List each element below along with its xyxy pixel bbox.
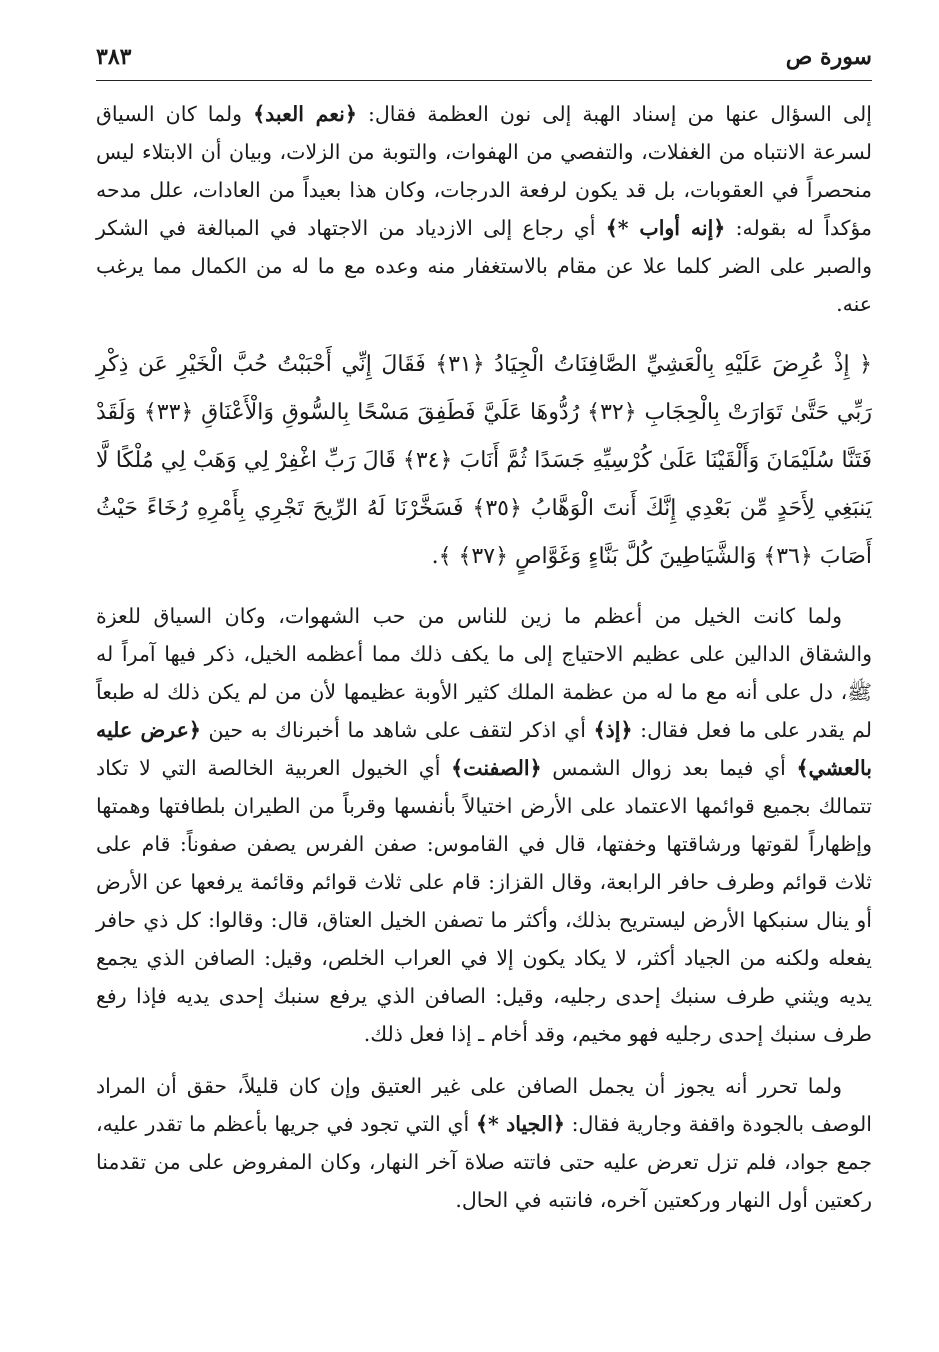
quran-verses-block: ﴿ إِذْ عُرِضَ عَلَيْهِ بِالْعَشِيِّ الصَّافِنَاتُ الْجِيَادُ ﴿٣١﴾ فَقَالَ إِنِّي أَحْبَبْتُ حُبَّ الْخَيْرِ عَن ذِكْرِ رَبِّي حَتَّىٰ تَوَارَتْ بِالْحِجَابِ ﴿٣٢﴾ رُدُّوهَا عَلَيَّ فَطَفِقَ مَسْحًا بِالسُّوقِ وَالْأَعْنَاقِ ﴿٣٣﴾ وَلَقَدْ فَتَنَّا سُلَيْمَانَ وَأَلْقَيْنَا عَلَىٰ كُرْسِيِّهِ جَسَدًا ثُمَّ أَنَابَ ﴿٣٤﴾ قَالَ رَبِّ اغْفِرْ لِي وَهَبْ لِي مُلْكًا لَّا يَنبَغِي لِأَحَدٍ مِّن بَعْدِي إِنَّكَ أَنتَ الْوَهَّابُ ﴿٣٥﴾ فَسَخَّرْنَا لَهُ الرِّيحَ تَجْرِي بِأَمْرِهِ رُخَاءً حَيْثُ أَصَابَ ﴿٣٦﴾ وَالشَّيَاطِينَ كُلَّ بَنَّاءٍ وَغَوَّاصٍ ﴿٣٧﴾ ﴾.: [96, 352, 873, 569]
quoted-term: ﴿الجياد *﴾: [475, 1112, 565, 1136]
text-segment: أي التي تجود في جريها بأعظم ما تقدر عليه، جمع جواد، فلم تزل تعرض عليه حتى فاتته صلاة آخر النهار، وكان المفروض على من تقدمنا ركعتين أول النهار وركعتين آخره، فانتبه في الحال.: [96, 1112, 872, 1212]
quoted-term: ﴿إذ﴾: [593, 718, 633, 742]
quoted-term: ﴿نعم العبد﴾: [253, 102, 357, 126]
quoted-term: ﴿الصفنت﴾: [451, 756, 542, 780]
text-segment: أي رجاع إلى الازدياد من الاجتهاد في المبالغة في الشكر والصبر على الضر كلما علا عن مقام بالاستغفار منه وعده مع ما له من الكمال مما يرغب عنه.: [96, 216, 872, 316]
text-segment: ولما كان السياق لسرعة الانتباه من الغفلات، والتفصي من الهفوات، والتوبة من الزلات، وبيان أن الابتلاء ليس منحصراً في العقوبات، بل قد يكون لرفعة الدرجات، وكان هذا بعيداً من العادات، علل مدحه مؤكداً له بقوله:: [96, 102, 872, 240]
commentary-paragraph-1: [96, 95, 872, 323]
quoted-term: ﴿إنه أواب *﴾: [605, 216, 726, 240]
text-segment: ولما تحرر أنه يجوز أن يجمل الصافن على غير العتيق وإن كان قليلاً، حقق أن المراد الوصف بالجودة واقفة وجارية فقال:: [96, 1074, 872, 1136]
text-segment: أي فيما بعد زوال الشمس: [541, 756, 797, 780]
text-segment: إلى السؤال عنها من إسناد الهبة إلى نون العظمة فقال:: [356, 102, 872, 126]
surah-title: سورة ص: [785, 44, 872, 70]
quoted-term: ﴿عرض عليه بالعشي﴾: [96, 718, 873, 780]
book-page: [96, 40, 872, 1330]
text-segment: أي اذكر لتقف على شاهد ما أخبرناك به حين: [200, 718, 594, 742]
commentary-paragraph-2: [96, 597, 872, 1053]
commentary-paragraph-3: [96, 1067, 872, 1219]
text-segment: ولما كانت الخيل من أعظم ما زين للناس من حب الشهوات، وكان السياق للعزة والشقاق الدالين على عظيم الاحتياج إلى ما يكف ذلك مما أعظمه الخيل، ذكر فيها آمراً له ﷺ، دل على أنه مع ما له من عظمة الملك كثير الأوبة عظيمها لأن من لم يكن ذلك له طبعاً لم يقدر على ما فعل فقال:: [96, 604, 872, 742]
page-number: ٣٨٣: [96, 44, 132, 70]
text-segment: أي الخيول العربية الخالصة التي لا تكاد تتمالك بجميع قوائمها الاعتماد على الأرض اختيالاً بأنفسها وقرباً من الطيران بلطافتها وهمتها وإظهاراً لقوتها ورشاقتها وخفتها، قال في القاموس: صفن الفرس يصفن صفوناً: قام على ثلاث قوائم وطرف حافر الرابعة، وقال القزاز: قام على ثلاث قوائم وقائمة يرفعها عن الأرض أو ينال سنبكها الأرض ليستريح بذلك، وأكثر ما تصفن الخيل العتاق، قال: وقالوا: كل ذي حافر يفعله ولكنه من الجياد أكثر، لا يكاد يكون إلا في العراب الخلص، وقيل: الصافن الذي يجمع يديه ويثني طرف سنبك إحدى رجليه، وقيل: الصافن الذي يرفع سنبك إحدى يديه فإذا رفع طرف سنبك إحدى رجليه فهو مخيم، وقد أخام ـ إذا فعل ذلك.: [96, 756, 872, 1046]
page-header: [96, 40, 872, 81]
